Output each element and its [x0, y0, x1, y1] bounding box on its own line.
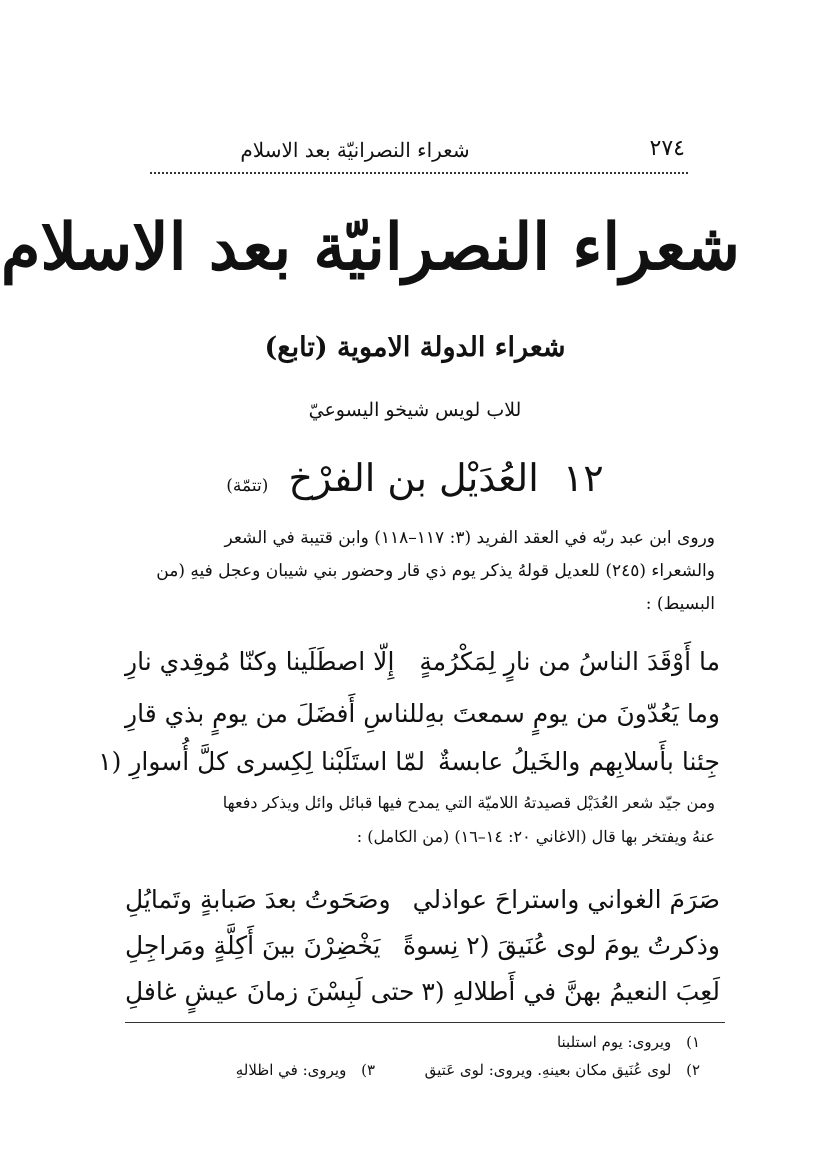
footnote-number: ٢): [686, 1061, 700, 1079]
verse-line: [125, 924, 720, 968]
verse-first-hemistich: جِئنا بأَسلابِهم والخَيلُ عابسةٌ: [437, 747, 720, 776]
verse-second-hemistich: لمّا استَلَبْنا لِكِسرى كلَّ أُسوارِ (١: [98, 747, 425, 776]
verse-line: [125, 692, 720, 736]
paragraph-lamiyya: [125, 786, 715, 854]
paragraph-line: عنهُ ويفتخر بها قال (الاغاني ٢٠: ١٤–١٦) (من الكامل) :: [356, 827, 715, 846]
footnote-text: لوى عُنَيق مكان بعينهِ. ويروى: لوى عَتيق: [424, 1061, 672, 1079]
verse-first-hemistich: لَعِبَ النعيمُ بهنَّ في أَطلالهِ (٣: [421, 977, 720, 1006]
footnote-text: ويروى: يوم استلبنا: [556, 1033, 672, 1051]
footnote-rule: [125, 1022, 725, 1023]
paragraph-line: ومن جيّد شعر العُدَيْل قصيدتهُ اللاميّة التي يمدح فيها قبائل وائل ويذكر دفعها: [222, 793, 715, 812]
verse-line: [125, 640, 720, 684]
header-rule: [150, 172, 688, 174]
footnote: [160, 1056, 700, 1084]
page-number: ٢٧٤: [649, 136, 685, 161]
verse-first-hemistich: وذكرتُ يومَ لوى عُنَيقَ (٢ نِسوةً: [403, 931, 720, 960]
paragraph-intro: [125, 522, 715, 621]
paragraph-line: وروى ابن عبد ربّه في العقد الفريد (٣: ١١٧–١١٨) وابن قتيبة في الشعر: [224, 528, 715, 548]
section-number: ١٢: [562, 456, 604, 500]
verse-second-hemistich: للناسِ أَفضَلَ من يومٍ بذي قارِ: [125, 699, 425, 728]
footnote: [160, 1028, 700, 1056]
verse-second-hemistich: يَخْضِرْنَ بينَ أَكِلَّةٍ ومَراجِلِ: [125, 931, 381, 960]
section-heading: [200, 448, 630, 508]
running-header: [150, 132, 685, 168]
verse-line: [98, 740, 720, 784]
running-title: شعراء النصرانيّة بعد الاسلام: [240, 138, 470, 162]
verse-line: [125, 970, 720, 1014]
footnote-number: ٣): [361, 1061, 376, 1079]
section-name: العُدَيْل بن الفرْخ: [288, 456, 539, 500]
paragraph-line: البسيط) :: [645, 594, 715, 614]
footnote-number: ١): [686, 1033, 700, 1051]
verse-second-hemistich: إِلّا اصطَلَينا وكنّا مُوقِدي نارِ: [125, 647, 395, 676]
verse-first-hemistich: ما أَوْقَدَ الناسُ من نارٍ لِمَكْرُمةٍ: [419, 647, 720, 676]
verse-line: [125, 878, 720, 922]
section-tag: (تتمّة): [226, 476, 269, 496]
page-title: شعراء النصرانيّة بعد الاسلام: [0, 210, 740, 285]
footnote-text: ويروى: في اظلالهِ: [235, 1061, 347, 1079]
author-line: للاب لويس شيخو اليسوعيّ: [308, 399, 522, 421]
subtitle: شعراء الدولة الاموية (تابع): [264, 332, 566, 363]
verse-first-hemistich: صَرَمَ الغواني واستراحَ عواذلي: [412, 885, 720, 914]
paragraph-line: والشعراء (٢٤٥) للعديل قولهُ يذكر يوم ذي قار وحضور بني شيبان وعجل فيهِ (من: [156, 561, 715, 581]
verse-second-hemistich: حتى لَبِسْنَ زمانَ عيشٍ غافلِ: [125, 977, 415, 1006]
verse-second-hemistich: وصَحَوتُ بعدَ صَبابةٍ وتَمايُلِ: [125, 885, 391, 914]
verse-first-hemistich: وما يَعُدّونَ من يومٍ سمعتَ بهِ: [424, 699, 720, 728]
